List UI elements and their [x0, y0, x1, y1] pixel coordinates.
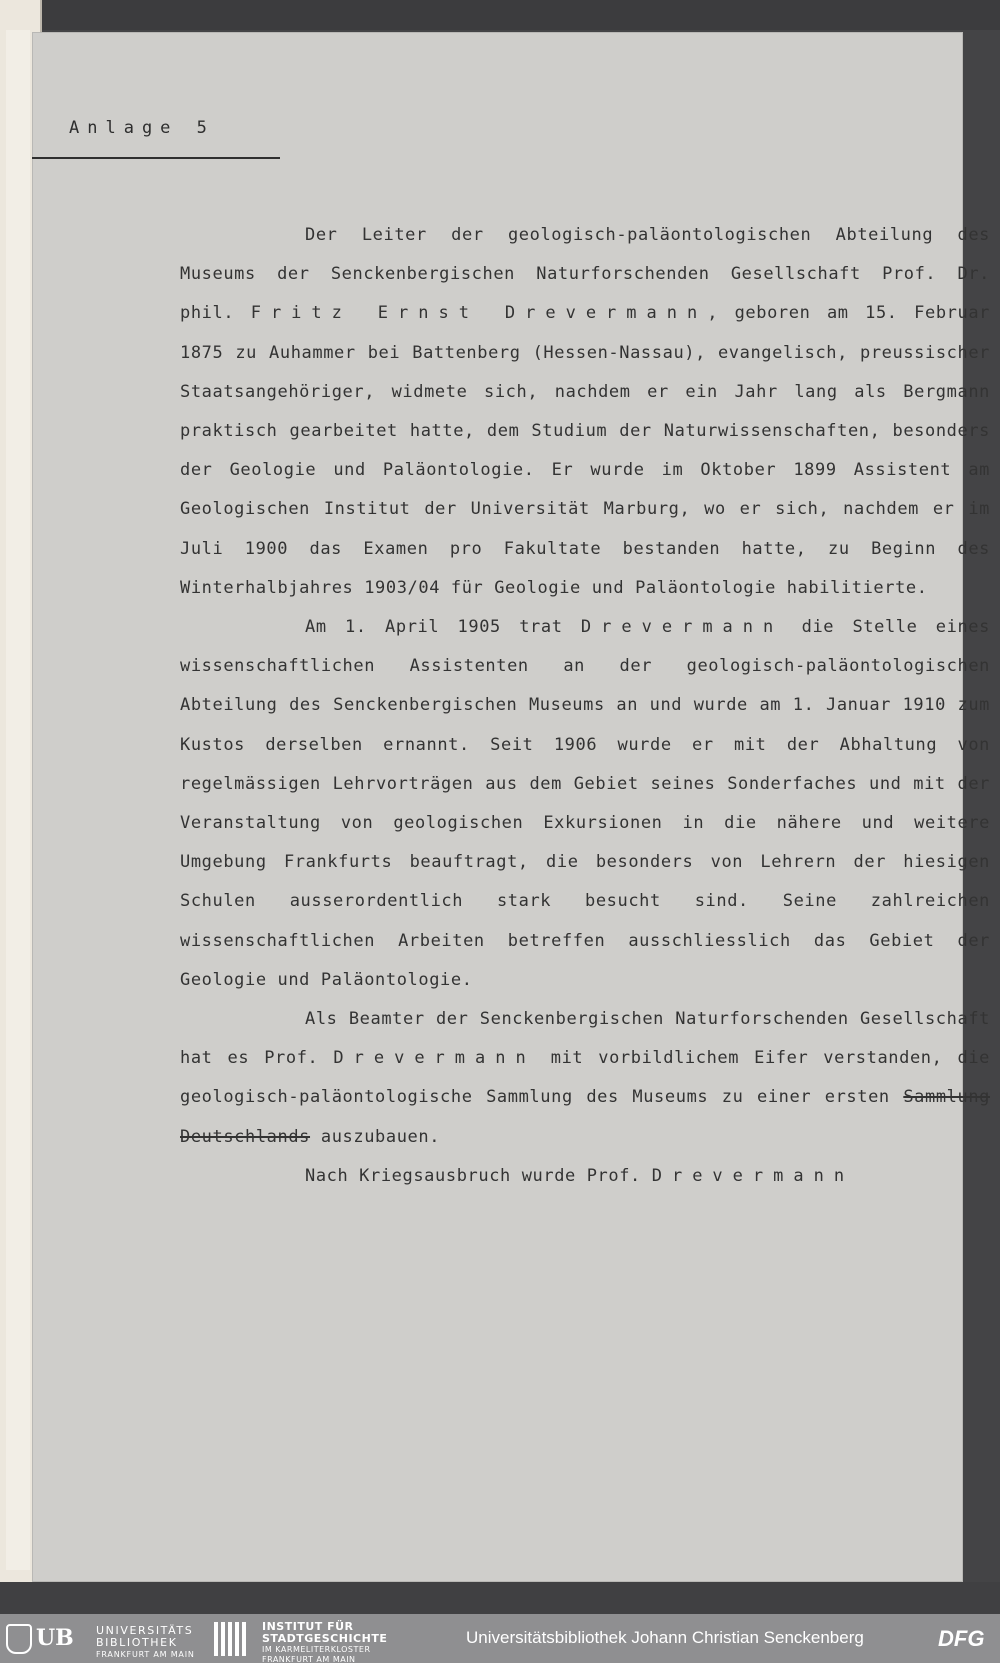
- text-run: Der Leiter der geologisch-paläontologischen Abteilung des Museums der Senckenbergischen Naturforschenden Gesellschaft Prof. Dr. phil.: [180, 225, 990, 324]
- paragraph: [180, 608, 990, 1000]
- text-run: auszubauen.: [310, 1126, 441, 1147]
- institute-line3: IM KARMELITERKLOSTER: [262, 1645, 371, 1654]
- scan-top-margin: [0, 0, 1000, 30]
- document-page: [32, 32, 990, 1582]
- document-heading: Anlage 5: [69, 118, 215, 138]
- binding-strip-inner: [6, 30, 30, 1570]
- heading-underline: [32, 157, 280, 159]
- library-name: Universitätsbibliothek Johann Christian Senckenberg: [466, 1628, 864, 1647]
- text-run: Als Beamter der Senckenbergischen Naturforschenden Gesellschaft hat es Prof.: [180, 1009, 990, 1069]
- text-run: Nach Kriegsausbruch wurde Prof.: [305, 1165, 652, 1186]
- spaced-name: Drevermann: [651, 1165, 855, 1186]
- ub-name-line1: UNIVERSITÄTS: [96, 1624, 194, 1637]
- institute-name: [262, 1621, 387, 1663]
- ub-logo: [6, 1624, 92, 1654]
- text-run: die Stelle eines wissenschaftlichen Assistenten an der geologisch-paläontologischen Abteilung des Senckenbergischen Museums an und wurde am 1. Januar 1910 zum Kustos derselben ernannt. Seit 1906 wurde er mit der Abhaltung von regelmässigen Lehrvorträgen aus dem Gebiet seines Sonderfaches und mit der Veranstaltung von geologischen Exkursionen in die nähere und weitere Umgebung Frankfurts beauftragt, die besonders von Lehrern der hiesigen Schulen ausserordentlich stark besucht sind. Seine zahlreichen wissenschaftlichen Arbeiten betreffen ausschliesslich das Gebiet der Geologie und Paläontologie.: [180, 617, 990, 990]
- paragraph: [180, 1000, 990, 1157]
- institute-line4: FRANKFURT AM MAIN: [262, 1655, 356, 1663]
- ub-logo-text: UB: [36, 1625, 74, 1651]
- ub-name: [96, 1625, 195, 1661]
- spaced-name: Drevermann: [580, 617, 784, 638]
- ub-crest-icon: [6, 1624, 32, 1654]
- paragraph: [180, 216, 990, 608]
- paragraph: [180, 1157, 990, 1196]
- document-body: [180, 216, 990, 1196]
- dfg-logo: DFG: [938, 1626, 985, 1651]
- spaced-name: Fritz Ernst Drevermann: [250, 303, 708, 324]
- text-run: , geboren am 15. Februar 1875 zu Auhammer bei Battenberg (Hessen-Nassau), evangelisch, preussischer Staatsangehöriger, widmete sich, nachdem er ein Jahr lang als Bergmann praktisch gearbeitet hatte, dem Studium der Naturwissenschaften, besonders der Geologie und Paläontologie. Er wurde im Oktober 1899 Assistent am Geologischen Institut der Universität Marburg, wo er sich, nachdem er im Juli 1900 das Examen pro Fakultate bestanden hatte, zu Beginn des Winterhalbjahres 1903/04 für Geologie und Paläontologie habilitierte.: [180, 303, 990, 598]
- institute-line2: STADTGESCHICHTE: [262, 1632, 388, 1645]
- text-run: Am 1. April 1905 trat: [305, 617, 581, 638]
- scan-bottom-margin: [0, 1582, 1000, 1614]
- struck-text: Sammlung Deutschlands: [180, 1087, 990, 1147]
- institute-columns-icon: [214, 1622, 250, 1656]
- institute-line1: INSTITUT FÜR: [262, 1620, 354, 1633]
- ub-name-line2: BIBLIOTHEK: [96, 1636, 178, 1649]
- text-run: mit vorbildlichem Eifer verstanden, die geologisch-paläontologische Sammlung des Museums zu einer ersten: [180, 1048, 990, 1108]
- spaced-name: Drevermann: [333, 1048, 536, 1069]
- footer-bar: [0, 1614, 1000, 1663]
- ub-name-line3: FRANKFURT AM MAIN: [96, 1650, 195, 1659]
